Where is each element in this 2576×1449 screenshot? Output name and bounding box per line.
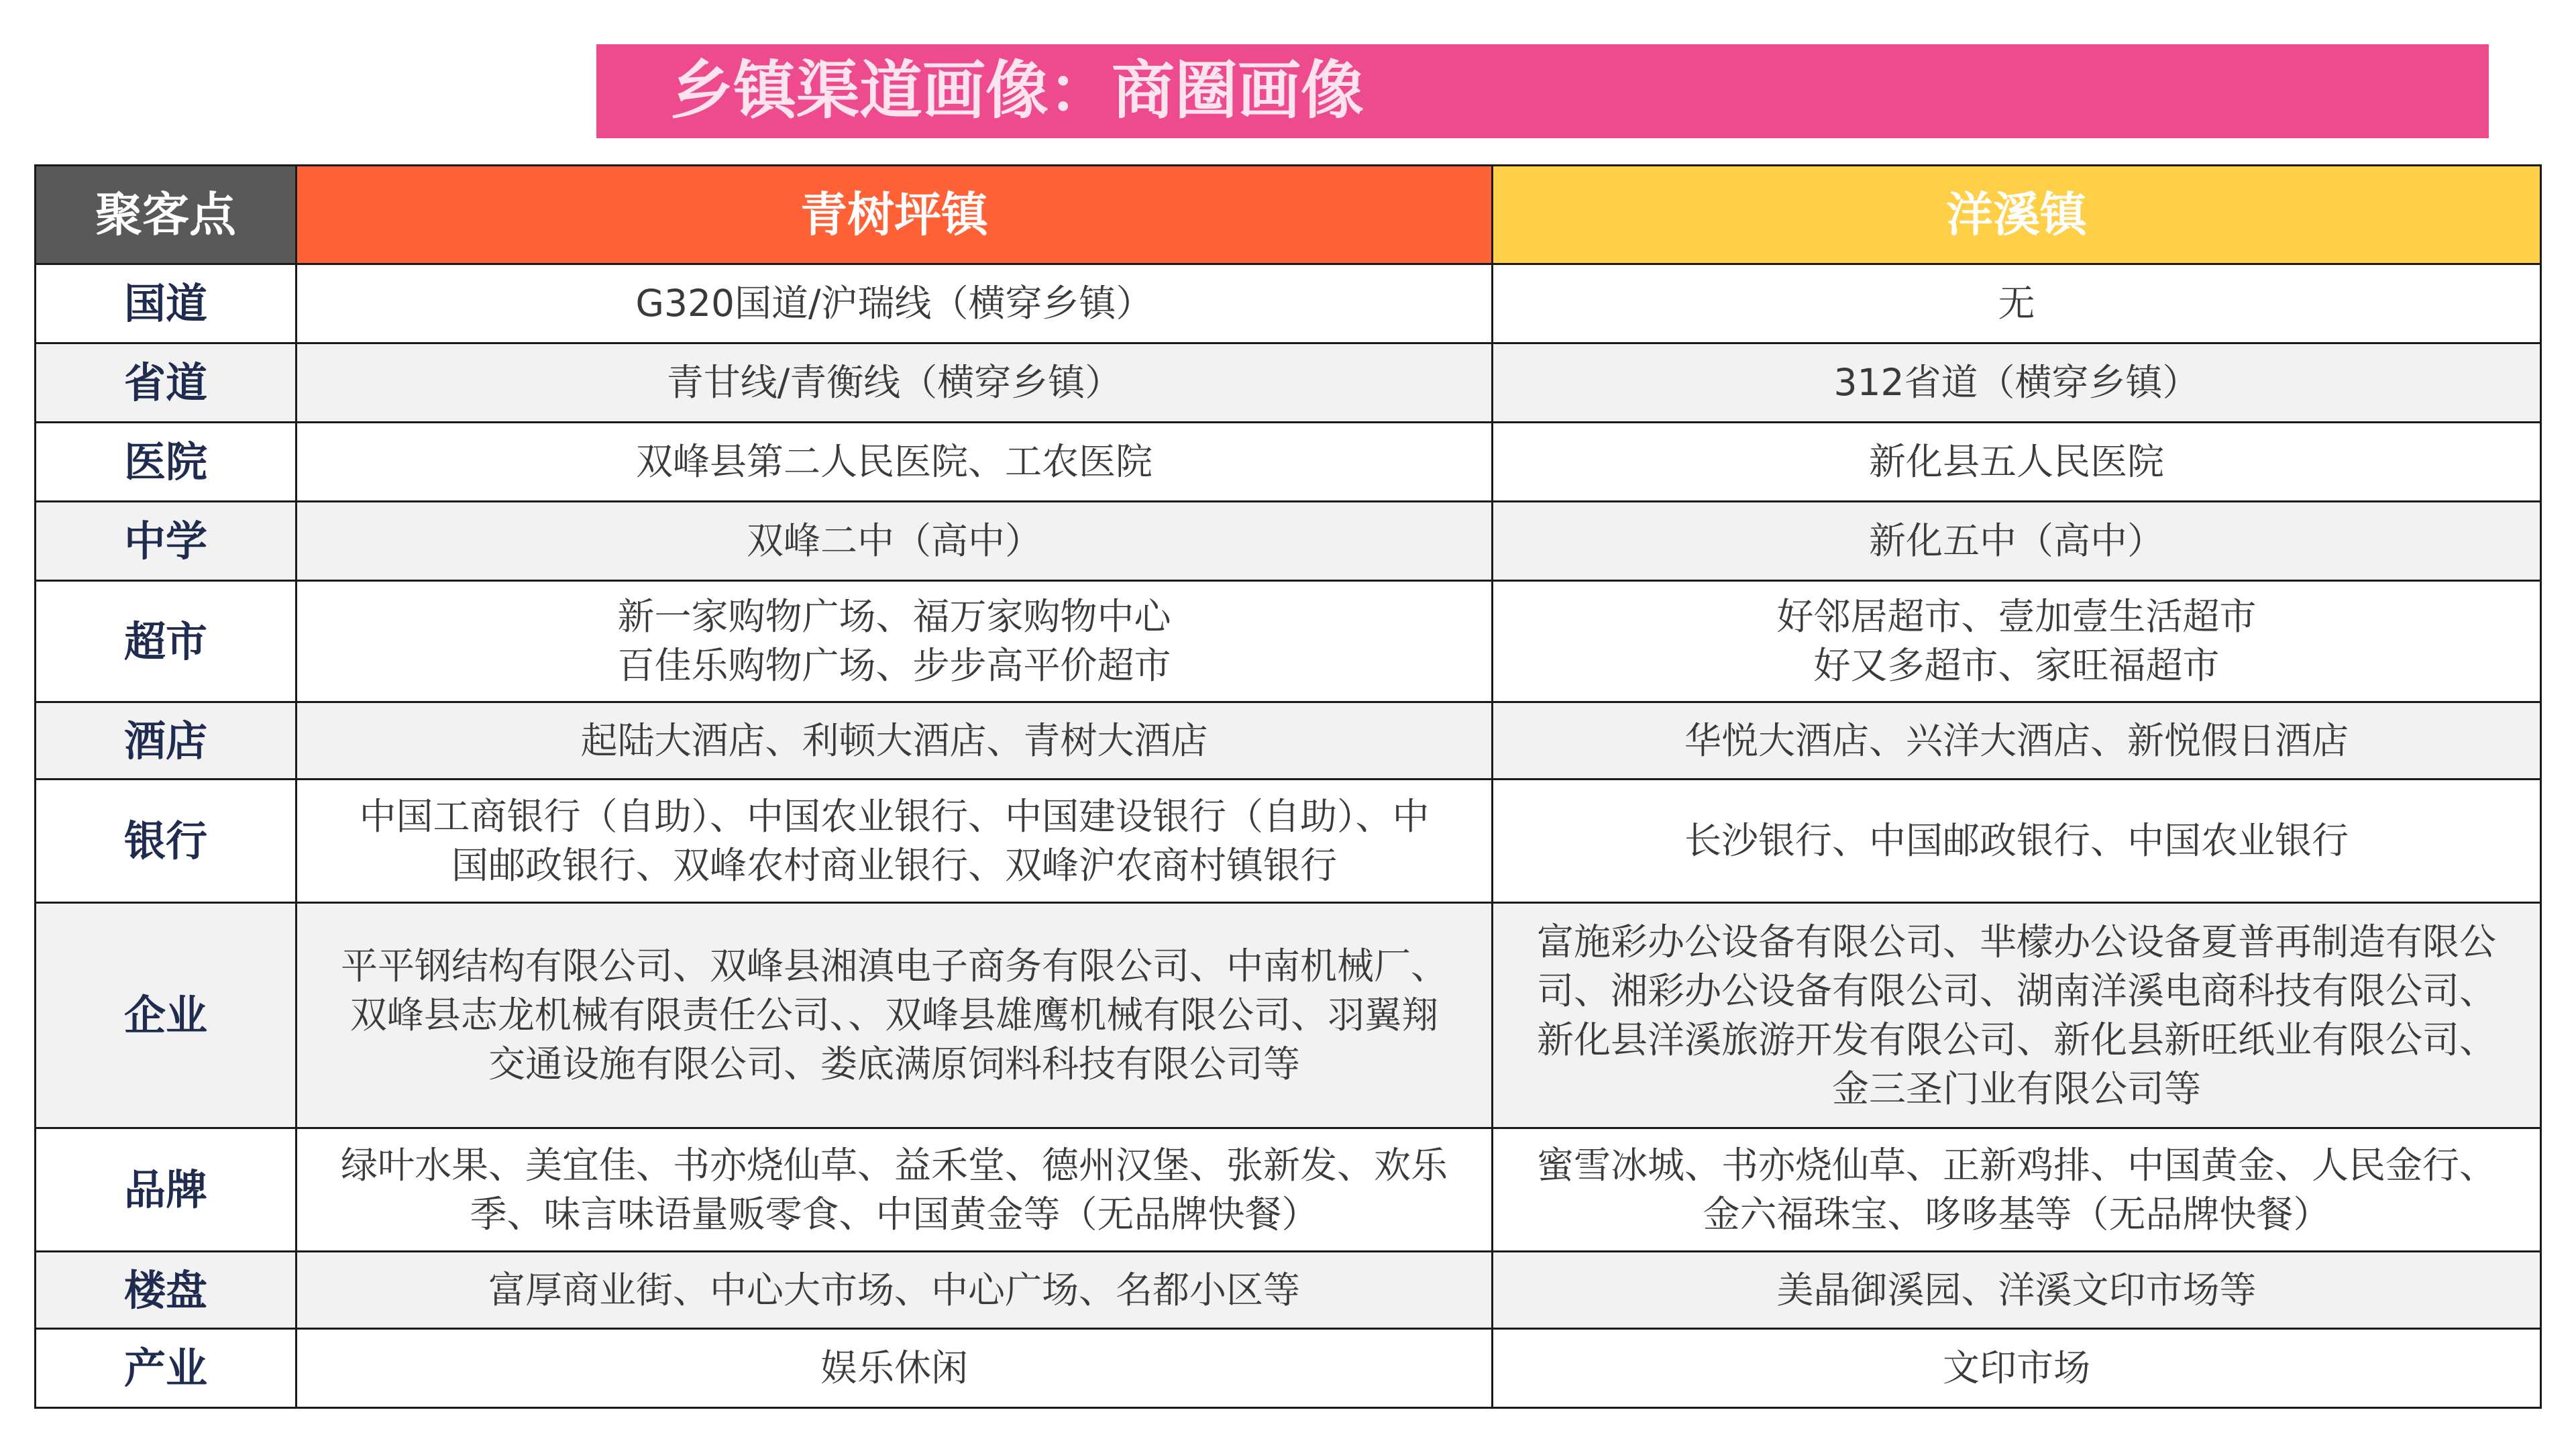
real-estate-yangxi-cell — [1493, 1252, 2541, 1329]
middle-school-qingshuping-cell — [297, 502, 1493, 581]
table-row-hotel — [36, 702, 2541, 780]
cell-text-line: 新化县洋溪旅游开发有限公司、新化县新旺纸业有限公司、 — [1536, 1018, 2496, 1061]
brand-yangxi-cell — [1493, 1128, 2541, 1252]
table-row-brand — [36, 1128, 2541, 1252]
row-label-middle-school: 中学 — [36, 502, 297, 581]
cell-text-line: 百佳乐购物广场、步步高平价超市 — [617, 644, 1171, 687]
cell-text-line: 司、湘彩办公设备有限公司、湖南洋溪电商科技有限公司、 — [1536, 969, 2496, 1012]
cell-text-line: 双峰县第二人民医院、工农医院 — [635, 440, 1152, 483]
row-label-enterprise: 企业 — [36, 903, 297, 1128]
cell-text-line: 312省道（横穿乡镇） — [1833, 361, 2200, 404]
table-row-middle-school — [36, 502, 2541, 581]
table-row-real-estate — [36, 1252, 2541, 1329]
table-row-enterprise — [36, 903, 2541, 1128]
cell-text-line: 新化县五人民医院 — [1868, 440, 2164, 483]
middle-school-yangxi-cell — [1493, 502, 2541, 581]
header-town-qingshuping: 青树坪镇 — [297, 166, 1493, 264]
cell-text-line: 双峰二中（高中） — [746, 519, 1042, 562]
row-label-bank: 银行 — [36, 780, 297, 903]
row-label-supermarket: 超市 — [36, 581, 297, 702]
industry-yangxi-cell — [1493, 1329, 2541, 1408]
table-row-hospital — [36, 423, 2541, 502]
supermarket-yangxi-cell — [1493, 581, 2541, 702]
row-label-industry: 产业 — [36, 1329, 297, 1408]
enterprise-qingshuping-cell — [297, 903, 1493, 1128]
hospital-yangxi-cell — [1493, 423, 2541, 502]
cell-text-line: 双峰县志龙机械有限责任公司、、双峰县雄鹰机械有限公司、羽翼翔 — [350, 994, 1439, 1036]
cell-text-line: 华悦大酒店、兴洋大酒店、新悦假日酒店 — [1684, 718, 2349, 762]
cell-text-line: 交通设施有限公司、娄底满原饲料科技有限公司等 — [488, 1042, 1300, 1085]
bank-yangxi-cell — [1493, 780, 2541, 903]
table-row-industry — [36, 1329, 2541, 1408]
row-label-hospital: 医院 — [36, 423, 297, 502]
cell-text-line: G320国道/沪瑞线（横穿乡镇） — [635, 282, 1153, 325]
cell-text-line: 富厚商业街、中心大市场、中心广场、名都小区等 — [488, 1268, 1300, 1311]
table-header-row — [36, 166, 2541, 264]
table-row-bank — [36, 780, 2541, 903]
slide-title-bar — [596, 44, 2489, 138]
row-label-brand: 品牌 — [36, 1128, 297, 1252]
cell-text-line: 中国工商银行（自助）、中国农业银行、中国建设银行（自助）、中 — [359, 794, 1430, 838]
provincial-road-yangxi-cell — [1493, 343, 2541, 423]
cell-text-line: 好又多超市、家旺福超市 — [1813, 644, 2220, 687]
row-label-national-road: 国道 — [36, 264, 297, 343]
row-label-hotel: 酒店 — [36, 702, 297, 780]
hotel-yangxi-cell — [1493, 702, 2541, 780]
slide-title: 乡镇渠道画像：商圈画像 — [670, 54, 1364, 127]
national-road-yangxi-cell — [1493, 264, 2541, 343]
cell-text-line: 国邮政银行、双峰农村商业银行、双峰沪农商村镇银行 — [451, 843, 1337, 887]
cell-text-line: 新化五中（高中） — [1868, 519, 2164, 562]
header-town-yangxi: 洋溪镇 — [1493, 166, 2541, 264]
cell-text-line: 平平钢结构有限公司、双峰县湘滇电子商务有限公司、中南机械厂、 — [340, 945, 1448, 987]
header-gathering-point: 聚客点 — [36, 166, 297, 264]
cell-text-line: 绿叶水果、美宜佳、书亦烧仙草、益禾堂、德州汉堡、张新发、欢乐 — [340, 1143, 1448, 1187]
real-estate-qingshuping-cell — [297, 1252, 1493, 1329]
cell-text-line: 美晶御溪园、洋溪文印市场等 — [1776, 1268, 2257, 1311]
cell-text-line: 长沙银行、中国邮政银行、中国农业银行 — [1684, 819, 2349, 862]
row-label-real-estate: 楼盘 — [36, 1252, 297, 1329]
cell-text-line: 无 — [1998, 282, 2035, 325]
enterprise-yangxi-cell — [1493, 903, 2541, 1128]
cell-text-line: 金六福珠宝、哆哆基等（无品牌快餐） — [1703, 1192, 2330, 1236]
provincial-road-qingshuping-cell — [297, 343, 1493, 423]
cell-text-line: 娱乐休闲 — [820, 1346, 968, 1389]
cell-text-line: 蜜雪冰城、书亦烧仙草、正新鸡排、中国黄金、人民金行、 — [1536, 1143, 2496, 1187]
brand-qingshuping-cell — [297, 1128, 1493, 1252]
hospital-qingshuping-cell — [297, 423, 1493, 502]
industry-qingshuping-cell — [297, 1329, 1493, 1408]
supermarket-qingshuping-cell — [297, 581, 1493, 702]
cell-text-line: 新一家购物广场、福万家购物中心 — [617, 595, 1171, 638]
cell-text-line: 青甘线/青衡线（横穿乡镇） — [666, 361, 1122, 404]
table-row-supermarket — [36, 581, 2541, 702]
hotel-qingshuping-cell — [297, 702, 1493, 780]
cell-text-line: 起陆大酒店、利顿大酒店、青树大酒店 — [580, 718, 1208, 762]
cell-text-line: 季、味言味语量贩零食、中国黄金等（无品牌快餐） — [470, 1192, 1319, 1236]
table-row-national-road — [36, 264, 2541, 343]
trade-area-table — [34, 164, 2542, 1409]
bank-qingshuping-cell — [297, 780, 1493, 903]
cell-text-line: 富施彩办公设备有限公司、芈檬办公设备夏普再制造有限公 — [1536, 920, 2496, 963]
cell-text-line: 好邻居超市、壹加壹生活超市 — [1776, 595, 2257, 638]
cell-text-line: 文印市场 — [1942, 1346, 2090, 1389]
table-row-provincial-road — [36, 343, 2541, 423]
national-road-qingshuping-cell — [297, 264, 1493, 343]
row-label-provincial-road: 省道 — [36, 343, 297, 423]
cell-text-line: 金三圣门业有限公司等 — [1831, 1067, 2201, 1110]
